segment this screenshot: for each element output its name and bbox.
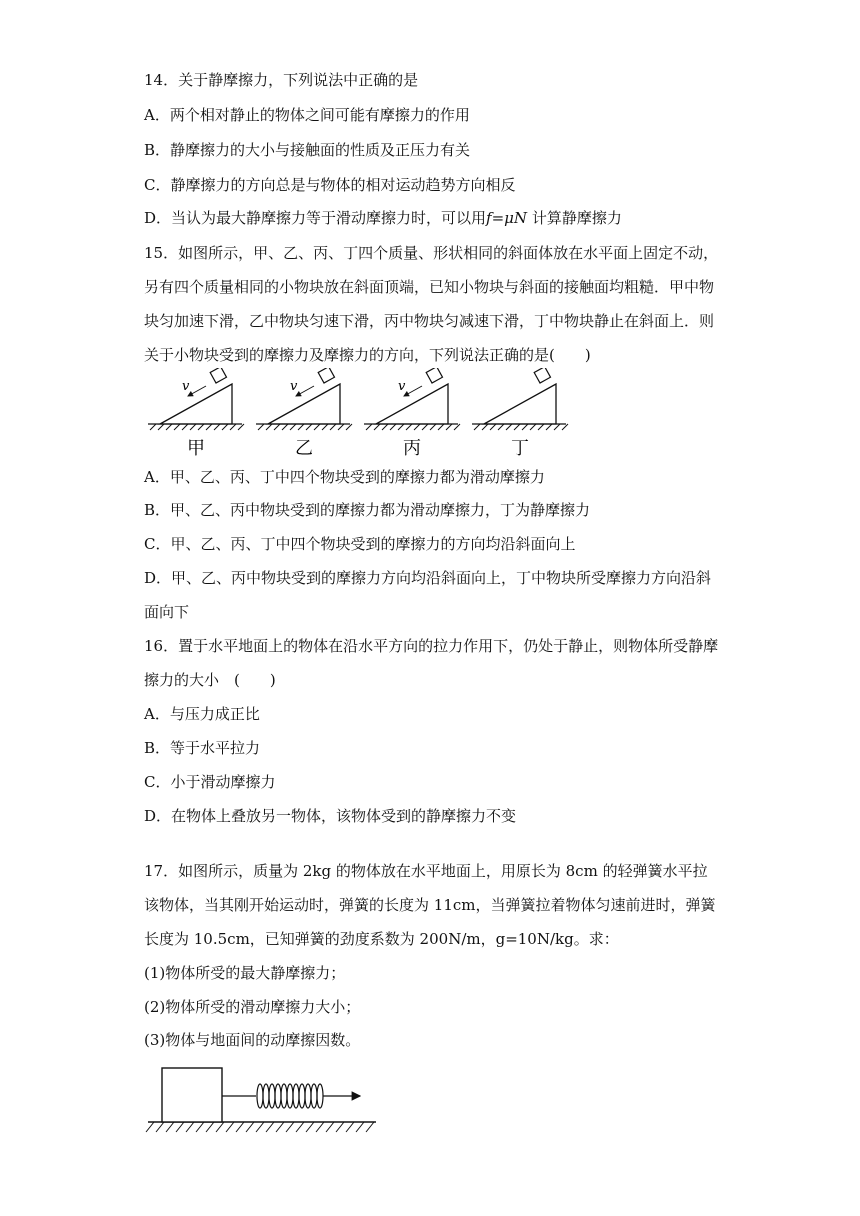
q14-option-d-text: D．当认为最大静摩擦力等于滑动摩擦力时，可以用 bbox=[144, 209, 487, 227]
velocity-arrow-icon bbox=[188, 386, 206, 396]
q14-option-d-text-end: 计算静摩擦力 bbox=[531, 209, 622, 227]
q16-option-b: B．等于水平拉力 bbox=[144, 739, 261, 757]
q15-stem-line-4: 关于小物块受到的摩擦力及摩擦力的方向，下列说法正确的是( ) bbox=[144, 346, 591, 364]
incline-label: 甲 bbox=[187, 438, 205, 459]
q17-spring-figure bbox=[140, 1062, 385, 1140]
q15-stem-line-3: 块匀加速下滑，乙中物块匀速下滑，丙中物块匀减速下滑，丁中物块静止在斜面上．则 bbox=[144, 312, 715, 330]
friction-formula: f=μN bbox=[486, 209, 528, 227]
ground-hatch bbox=[146, 1122, 374, 1132]
incline-label: 丙 bbox=[403, 438, 421, 459]
q14-option-d bbox=[144, 208, 622, 228]
incline-bing bbox=[364, 368, 460, 459]
q14-option-a: A．两个相对静止的物体之间可能有摩擦力的作用 bbox=[144, 106, 470, 124]
q14-stem: 14．关于静摩擦力，下列说法中正确的是 bbox=[144, 71, 419, 89]
q15-stem-line-2: 另有四个质量相同的小物块放在斜面顶端，已知小物块与斜面的接触面均粗糙．甲中物 bbox=[144, 278, 715, 296]
q16-option-a: A．与压力成正比 bbox=[144, 705, 260, 723]
q15-option-d-cont: 面向下 bbox=[144, 603, 190, 621]
q17-part-2: (2)物体所受的滑动摩擦力大小； bbox=[144, 998, 361, 1016]
q15-stem-line-1: 15．如图所示，甲、乙、丙、丁四个质量、形状相同的斜面体放在水平面上固定不动， bbox=[144, 244, 719, 262]
q15-incline-figure bbox=[140, 368, 580, 460]
q16-option-c: C．小于滑动摩擦力 bbox=[144, 773, 276, 791]
velocity-symbol: v bbox=[182, 379, 190, 394]
spring-coil bbox=[257, 1084, 323, 1108]
q14-option-c: C．静摩擦力的方向总是与物体的相对运动趋势方向相反 bbox=[144, 176, 516, 194]
q15-option-d: D．甲、乙、丙中物块受到的摩擦力方向均沿斜面向上，丁中物块所受摩擦力方向沿斜 bbox=[144, 569, 712, 587]
q17-stem-line-3: 长度为 10.5cm，已知弹簧的劲度系数为 200N/m，g=10N/kg。求： bbox=[144, 930, 619, 948]
q16-option-d: D．在物体上叠放另一物体，该物体受到的静摩擦力不变 bbox=[144, 807, 517, 825]
velocity-symbol: v bbox=[398, 379, 406, 394]
q14-option-b: B．静摩擦力的大小与接触面的性质及正压力有关 bbox=[144, 141, 471, 159]
q16-stem-line-1: 16．置于水平地面上的物体在沿水平方向的拉力作用下，仍处于静止，则物体所受静摩 bbox=[144, 637, 719, 655]
velocity-arrow-icon bbox=[404, 386, 422, 396]
block bbox=[162, 1068, 222, 1122]
q17-stem-line-2: 该物体，当其刚开始运动时，弹簧的长度为 11cm，当弹簧拉着物体匀速前进时，弹簧 bbox=[144, 896, 716, 914]
q17-stem-line-1: 17．如图所示，质量为 2kg 的物体放在水平地面上，用原长为 8cm 的轻弹簧水平拉 bbox=[144, 862, 708, 880]
q15-option-c: C．甲、乙、丙、丁中四个物块受到的摩擦力的方向均沿斜面向上 bbox=[144, 535, 576, 553]
incline-label: 乙 bbox=[295, 438, 313, 459]
velocity-arrow-icon bbox=[296, 386, 314, 396]
q17-part-3: (3)物体与地面间的动摩擦因数。 bbox=[144, 1031, 361, 1049]
q15-option-a: A．甲、乙、丙、丁中四个物块受到的摩擦力都为滑动摩擦力 bbox=[144, 468, 545, 486]
incline-ding bbox=[472, 368, 568, 459]
q15-option-b: B．甲、乙、丙中物块受到的摩擦力都为滑动摩擦力，丁为静摩擦力 bbox=[144, 501, 591, 519]
q16-stem-line-2: 擦力的大小 ( ) bbox=[144, 671, 276, 689]
incline-label: 丁 bbox=[511, 438, 529, 459]
q17-part-1: (1)物体所受的最大静摩擦力； bbox=[144, 964, 346, 982]
velocity-symbol: v bbox=[290, 379, 298, 394]
incline-yi bbox=[256, 368, 352, 459]
incline-jia bbox=[148, 368, 244, 459]
